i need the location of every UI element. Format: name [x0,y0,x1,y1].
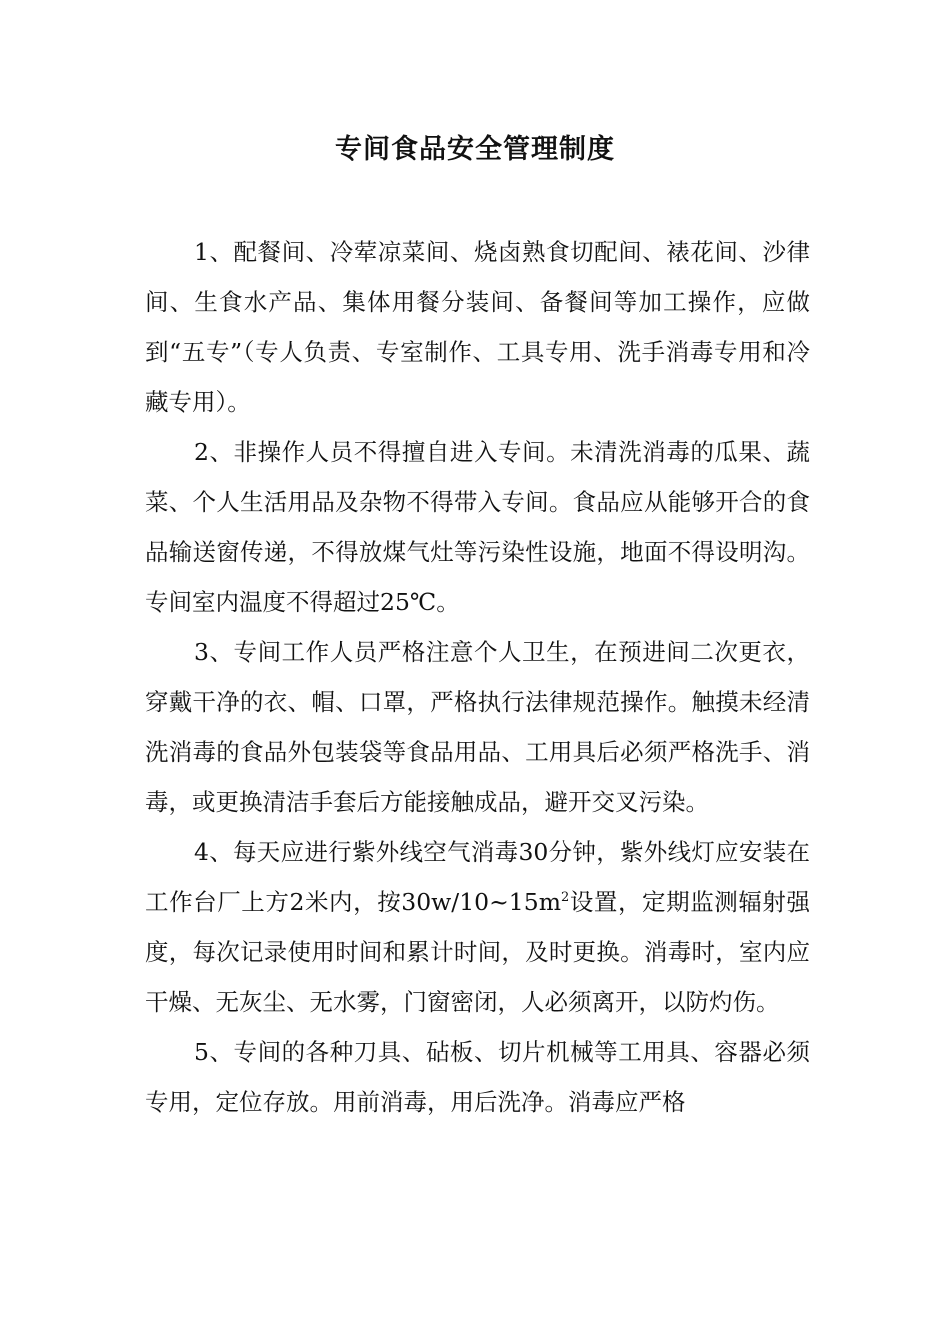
paragraph-2: 2、非操作人员不得擅自进入专间。未清洗消毒的瓜果、蔬菜、个人生活用品及杂物不得带入专间。食品应从能够开合的食品输送窗传递，不得放煤气灶等污染性设施，地面不得设明沟。专间室内温度不得超过25℃。 [145,438,810,616]
paragraph-1: 1、配餐间、冷荤凉菜间、烧卤熟食切配间、裱花间、沙律间、生食水产品、集体用餐分装间、备餐间等加工操作，应做到“五专”（专人负责、专室制作、工具专用、洗手消毒专用和冷藏专用）。 [145,238,810,416]
document-body [145,227,810,1127]
paragraph-5: 5、专间的各种刀具、砧板、切片机械等工用具、容器必须专用，定位存放。用前消毒，用后洗净。消毒应严格 [145,1038,810,1116]
paragraph-4 [145,827,810,1027]
document-title: 专间食品安全管理制度 [335,134,615,165]
paragraph-4-part-2: 设置，定期监测辐射强度，每次记录使用时间和累计时间，及时更换。消毒时，室内应干燥、无灰尘、无水雾，门窗密闭，人必须离开，以防灼伤。 [145,888,811,1016]
paragraph-4-superscript: 2 [560,890,570,906]
paragraph-4-part-1: 4、每天应进行紫外线空气消毒30分钟，紫外线灯应安装在工作台厂上方2米内，按30w/10~15m [145,838,810,916]
paragraph-3: 3、专间工作人员严格注意个人卫生，在预进间二次更衣，穿戴干净的衣、帽、口罩，严格执行法律规范操作。触摸未经清洗消毒的食品外包装袋等食品用品、工用具后必须严格洗手、消毒，或更换清洁手套后方能接触成品，避开交叉污染。 [145,638,810,816]
